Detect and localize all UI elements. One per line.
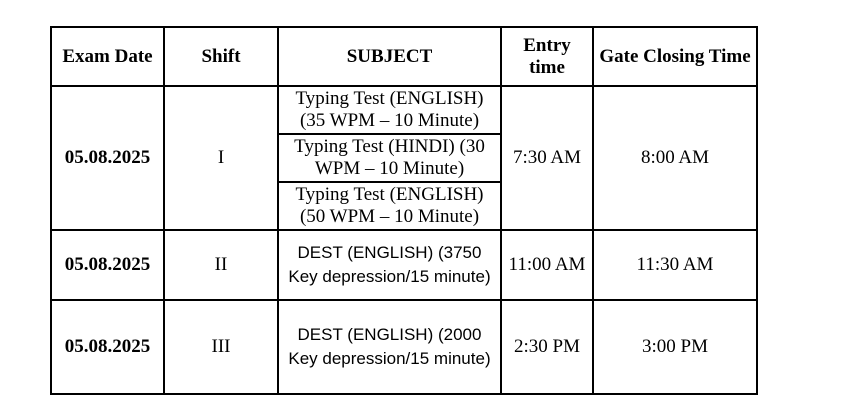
- header-row: [51, 27, 757, 86]
- shift-cell: II: [164, 230, 278, 300]
- subject-cell: DEST (ENGLISH) (3750 Key depression/15 minute): [278, 230, 501, 300]
- subject-cell: Typing Test (ENGLISH) (50 WPM – 10 Minute): [278, 182, 501, 230]
- entry-time-cell: 7:30 AM: [501, 86, 593, 230]
- subject-cell: Typing Test (HINDI) (30 WPM – 10 Minute): [278, 134, 501, 182]
- header-gate-closing-time: Gate Closing Time: [593, 27, 757, 86]
- header-entry-time: Entry time: [501, 27, 593, 86]
- subject-cell: Typing Test (ENGLISH) (35 WPM – 10 Minute): [278, 86, 501, 134]
- header-subject: SUBJECT: [278, 27, 501, 86]
- shift-cell: I: [164, 86, 278, 230]
- gate-closing-time-cell: 8:00 AM: [593, 86, 757, 230]
- gate-closing-time-cell: 11:30 AM: [593, 230, 757, 300]
- exam-schedule-table: [50, 26, 758, 395]
- gate-closing-time-cell: 3:00 PM: [593, 300, 757, 394]
- table-row: [51, 86, 757, 134]
- table-row: [51, 230, 757, 300]
- exam-date-cell: 05.08.2025: [51, 300, 164, 394]
- entry-time-cell: 2:30 PM: [501, 300, 593, 394]
- shift-cell: III: [164, 300, 278, 394]
- header-exam-date: Exam Date: [51, 27, 164, 86]
- entry-time-cell: 11:00 AM: [501, 230, 593, 300]
- table-row: [51, 300, 757, 394]
- exam-date-cell: 05.08.2025: [51, 86, 164, 230]
- header-shift: Shift: [164, 27, 278, 86]
- exam-date-cell: 05.08.2025: [51, 230, 164, 300]
- subject-cell: DEST (ENGLISH) (2000 Key depression/15 minute): [278, 300, 501, 394]
